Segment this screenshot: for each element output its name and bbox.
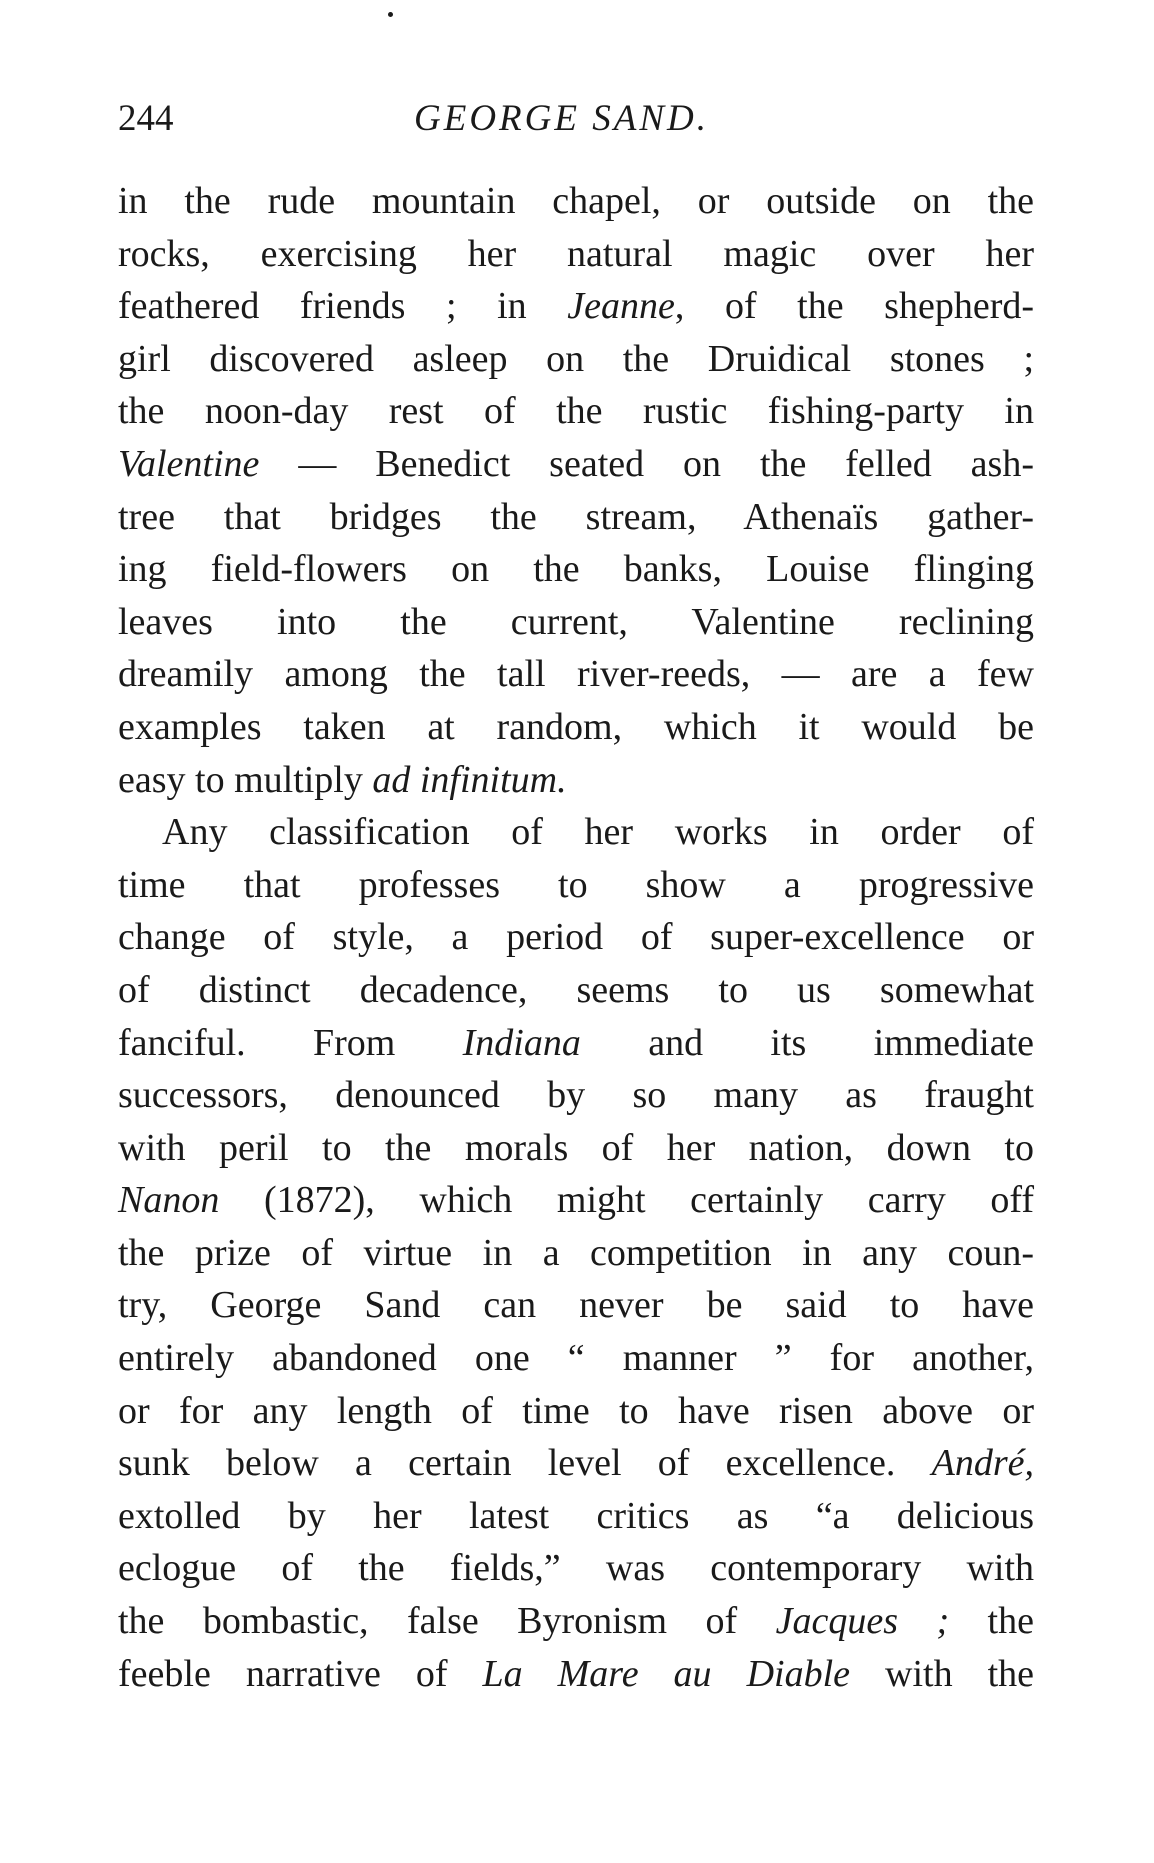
text-line: fanciful. From Indiana and its immediate xyxy=(118,1021,1034,1064)
ink-speck xyxy=(388,12,393,17)
text-line: entirely abandoned one “ manner ” for another, xyxy=(118,1337,1034,1380)
text-line: sunk below a certain level of excellence. André, xyxy=(118,1442,1034,1485)
text-line: Any classification of her works in order of xyxy=(162,811,1034,854)
text-line: try, George Sand can never be said to have xyxy=(118,1284,1034,1327)
text-line: feeble narrative of La Mare au Diable with the xyxy=(118,1652,1034,1695)
book-title-valentine: Valentine xyxy=(118,442,260,485)
text-line: successors, denounced by so many as fraught xyxy=(118,1074,1034,1117)
text-line: tree that bridges the stream, Athenaïs gather- xyxy=(118,495,1034,538)
book-title-jacques: Jacques ; xyxy=(775,1600,950,1643)
text-line: the prize of virtue in a competition in any coun- xyxy=(118,1231,1034,1274)
book-title-nanon: Nanon xyxy=(118,1179,220,1222)
text-line: girl discovered asleep on the Druidical stones ; xyxy=(118,337,1034,380)
book-title-andre: André, xyxy=(931,1442,1034,1485)
text-line: or for any length of time to have risen above or xyxy=(118,1389,1034,1432)
text-line: the bombastic, false Byronism of Jacques ; the xyxy=(118,1600,1034,1643)
text-line: feathered friends ; in Jeanne, of the shepherd- xyxy=(118,285,1034,328)
book-title-la-mare-au-diable: La Mare au Diable xyxy=(482,1652,850,1695)
text-line: Valentine — Benedict seated on the felled ash- xyxy=(118,442,1034,485)
text-line: eclogue of the fields,” was contemporary with xyxy=(118,1547,1034,1590)
text-line: dreamily among the tall river-reeds, — are a few xyxy=(118,653,1034,696)
running-title: GEORGE SAND. xyxy=(414,98,709,139)
page-number: 244 xyxy=(118,98,174,139)
text-line: rocks, exercising her natural magic over her xyxy=(118,232,1034,275)
text-line: Nanon (1872), which might certainly carry off xyxy=(118,1179,1034,1222)
text-line: with peril to the morals of her nation, down to xyxy=(118,1126,1034,1169)
book-title-indiana: Indiana xyxy=(462,1021,581,1064)
text-line: the noon-day rest of the rustic fishing-party in xyxy=(118,390,1034,433)
running-header xyxy=(118,94,1034,144)
body-text xyxy=(118,175,1034,1700)
text-line: examples taken at random, which it would be xyxy=(118,705,1034,748)
text-line: change of style, a period of super-excellence or xyxy=(118,916,1034,959)
latin-phrase: ad infinitum. xyxy=(372,758,567,801)
text-line: of distinct decadence, seems to us somewhat xyxy=(118,968,1034,1011)
text-line: leaves into the current, Valentine reclining xyxy=(118,600,1034,643)
text-line: extolled by her latest critics as “a delicious xyxy=(118,1494,1034,1537)
text-line: time that professes to show a progressive xyxy=(118,863,1034,906)
text-line: in the rude mountain chapel, or outside on the xyxy=(118,180,1034,222)
book-title-jeanne: Jeanne xyxy=(567,285,675,328)
text-line: easy to multiply ad infinitum. xyxy=(118,758,567,801)
text-line: ing field-flowers on the banks, Louise flinging xyxy=(118,548,1034,591)
